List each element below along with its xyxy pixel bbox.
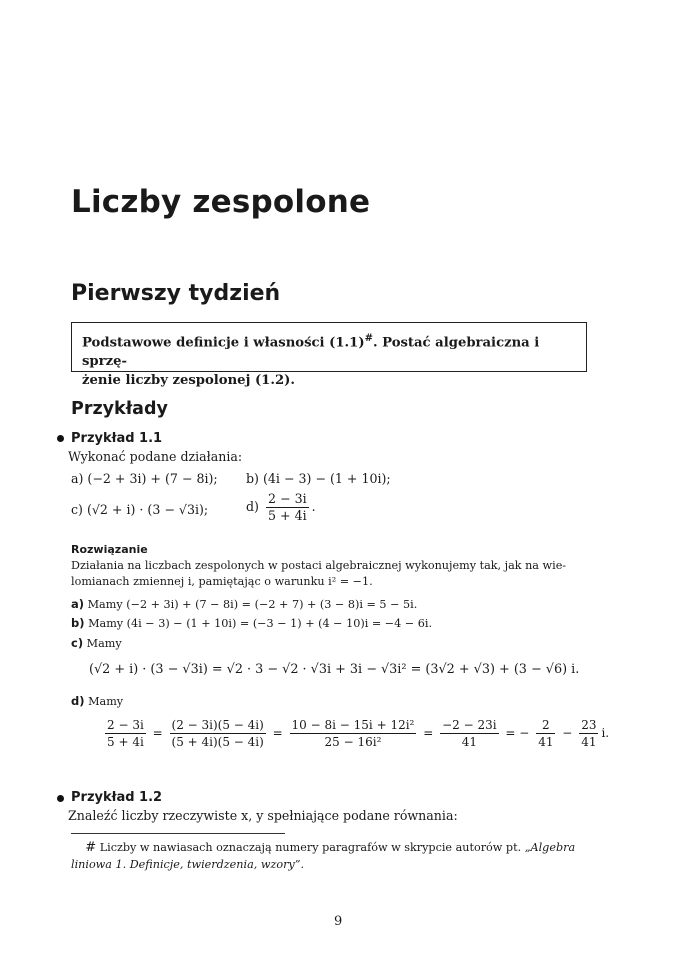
example-2-label: Przykład 1.2 [71,790,163,805]
chapter-title: Liczby zespolone [71,184,371,220]
example-1-label: Przykład 1.1 [71,431,163,446]
solution-intro: Działania na liczbach zespolonych w postaci algebraicznej wykonujemy tak, jak na wie- lomianach zmiennej i, pamiętając o warunku i² = −1. [71,559,567,588]
solution-d: d) Mamy [71,694,124,708]
footnote-marker: # [85,840,97,855]
bullet-icon [57,435,64,442]
solution-d-equation: $\frac{2 - 3i}{5 + 4i}$ = $\frac{(2 - 3i)(5 - 4i)}{(5 + 4i)(5 - 4i)}$ = $\frac{\text{10 − 8i − 15i + 12i²}}{\text{25 − 16i²}}$ = $\frac{-2 - 23i}{41}$ = − $\frac{2}{41}$ − $\frac{23}{41}$ i. [107,718,610,749]
footnote-marker: # [364,333,373,344]
page-number: 9 [334,914,343,929]
item-b: b) (4i − 3) − (1 + 10i); [246,471,391,486]
item-a: a) (−2 + 3i) + (7 − 8i); [71,471,218,486]
topics-box-text: Podstawowe definicje i własności (1.1)#. Postać algebraiczna i sprzę- żenie liczby zespolonej (1.2). [82,333,540,389]
week-title: Pierwszy tydzień [71,281,281,306]
example-2-task: Znaleźć liczby rzeczywiste x, y spełniające podane równania: [68,808,458,823]
solution-b: b) Mamy (4i − 3) − (1 + 10i) = (−3 − 1) + (4 − 10)i = −4 − 6i. [71,616,432,630]
item-c: c) (√2 + i) · (3 − √3i); [71,502,209,517]
item-d: d) $\frac{2 - 3i}{5 + 4i}$ . [246,491,316,523]
item-d-fraction: $\frac{2 - 3i}{5 + 4i}$ [268,491,307,523]
solution-c-equation: (√2 + i) · (3 − √3i) = √2 · 3 − √2 · √3i + 3i − √3i² = (3√2 + √3) + (3 − √6) i. [89,662,580,677]
example-1-task: Wykonać podane działania: [68,449,243,464]
solution-c: c) Mamy [71,636,122,650]
topics-box [71,322,587,389]
solution-a: a) Mamy (−2 + 3i) + (7 − 8i) = (−2 + 7) + (3 − 8)i = 5 − 5i. [71,597,418,611]
footnote: # Liczby w nawiasach oznaczają numery paragrafów w skrypcie autorów pt. „Algebra liniowa 1. Definicje, twierdzenia, wzory”. [71,840,576,871]
footnote-rule [71,833,285,834]
solution-heading: Rozwiązanie [71,543,148,556]
bullet-icon [57,795,64,802]
examples-heading: Przykłady [71,399,168,419]
